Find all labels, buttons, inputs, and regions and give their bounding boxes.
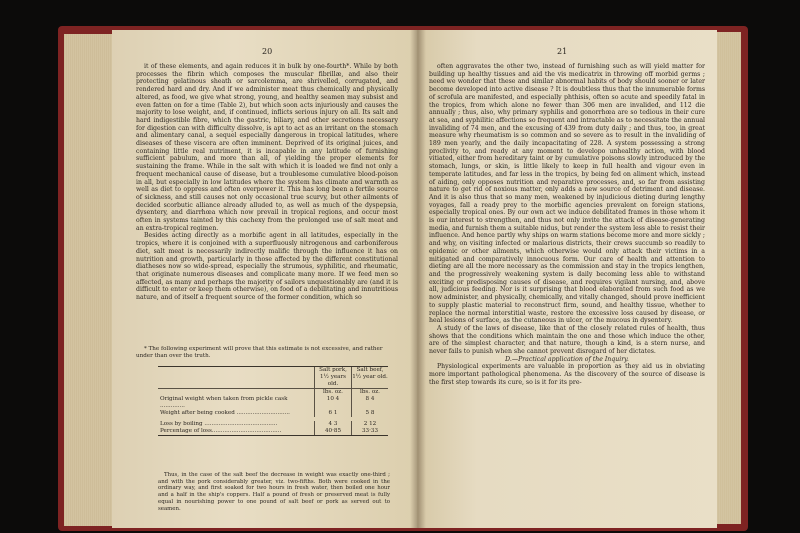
right-page-edges [715, 32, 741, 524]
table-header-row [158, 367, 388, 389]
page-number-right: 21 [557, 47, 568, 56]
table-row: Weight after being cooked .............................. 6 1 5 8 [158, 410, 388, 417]
table-row: Original weight when taken from pickle cask .............. 10 4 8 4 [158, 396, 388, 410]
table-header-beef: Salt beef, 1½ year old. [351, 367, 388, 388]
table-header-blank [158, 367, 314, 388]
footnote: * The following experiment will prove that this estimate is not excessive, and rather under than over the truth. [136, 346, 383, 359]
table-row: Loss by boiling ......................................... 4 3 2 12 [158, 421, 388, 428]
left-page [112, 30, 417, 528]
paragraph: Physiological experiments are valuable in proportion as they aid us in obviating more important pathological phenomena. As the discovery of the source of disease is the first step towards its cure, so is it for its pre- [429, 363, 705, 386]
units-pork: lbs. oz. [314, 389, 351, 396]
table-units-row [158, 389, 388, 396]
paragraph: Besides acting directly as a morbific agent in all latitudes, especially in the tropics, where it is conjoined with a superfluously nitrogenous and carboniferous diet, salt meat is necessarily indirectly malific through the influence it has on nutrition and growth, particularly in those affected by the different constitutional diatheses now so wide-spread, especially the strumous, syphilitic, and rheumatic, that originate numerous diseases and complicate many more. If we feed men so affected, as many and perhaps the majority of sailors unquestionably are (and it is difficult to enter or keep them otherwise), on food of a debilitating and innutritious nature, and of itself a frequent source of the former condition, which so [136, 232, 398, 302]
units-beef: lbs. oz. [351, 389, 388, 396]
right-page [417, 30, 717, 528]
page-number-left: 20 [262, 47, 273, 56]
right-page-body [429, 63, 705, 387]
book-gutter [410, 30, 426, 528]
paragraph: often aggravates the other two, instead of furnishing such as will yield matter for building up healthy tissues and aid the vis medicatrix in throwing off morbid germs ; need we wonder that these and similar abnormal habits of body should sooner or later become developed into active disease ? It is doubtless thus that the innumerable forms of scrofula are manifested, and especially phthisis, often so acute and speedily fatal in the tropics, from which alone no fewer than 306 men are invalided, and 112 die annually ; thus, also, why primary syphilis and gonorrhœa are so tedious in their cure at sea, and syphilitic affections so frequent and intractable as to necessitate the annual invaliding of 74 men, and the excusing of 439 from duty daily ; and thus, too, in great measure why rheumatism is so common and so severe as to result in the invaliding of 189 men yearly, and the daily incapacitating of 228. A system possessing a strong proclivity to, and ready at any moment to developo unhealthy action, with blood vitiated, either from hereditary taint or by cumulative poisons slowly introduced by the stomach, lungs, or skin, is little likely to keep in full health and vigour even in temperate latitudes, and far less in the tropics, by being fed on aliment which, instead of aiding, only opposes nutrition and reparative processes, and, so far from assisting nature to get rid of noxious matter, only adds a new source of detriment and disease. And it is also thus that so many men, weakened by injudicious dieting during lengthy voyages, fall a ready prey to the morbific agencies prevalent on foreign stations, especially tropical ones. By our own act we induce debilitated frames in those whom it is our interest to strengthen, and thus not only invite the attack of disease-generating media, and furnish them a suitable nidus, but render the system less able to resist their influence. And hence partly why ships on warm stations become more and more sickly ; and why, on visiting infected or malarious districts, their crews succumb so readily to epidemic or other ailments, which otherwise would only attack their victims in a mitigated and comparatively innocuous form. Our care of health and attention to dieting are all the more necessary as the commission and stay in the tropics lengthen, and the progressively weakening system is daily becoming less able to withstand exciting or predisposing causes of disease, and requires vigilant nursing, and, above all, judicious feeding. Nor is it surprising that blood elaborated from such food as we now administer, and physically, chemically, and vitally changed, should prove inefficient to supply plastic material to reconstruct firm, sound, and healthy tissue, whether to replace the normal interstitial waste, restore the excessive loss caused by disease, or heal lesions of surface, as the cutaneous in ulcer, or the mucous in dysentery. [429, 63, 705, 325]
table-note: Thus, in the case of the salt beef the decrease in weight was exactly one-third ; and with the pork considerably greater, viz. two-fifths. Both were cooked in the ordinary way, and first soaked for two hours in fresh water, then boiled one hour and a half in the ship's coppers. Half a pound of fresh or preserved meat is fully equal in nourishing power to one pound of salt beef or pork as served out to seamen. [158, 472, 390, 512]
left-page-body [136, 63, 398, 302]
paragraph: it of these elements, and again reduces it in bulk by one-fourth*. While by both processes the fibrin which composes the muscular fibrillæ, and also their protecting gelatinous sheath or sarcolemma, are shrivelled, corrugated, and rendered hard and dry. And if we administer meat thus chemically and physically altered, as food, we give what strong, young, and healthy seamen may subsist and even fatten on for a time (Table 2), but which soon acts injuriously and causes the majority to lose weight, and, if continued, inflicts serious injury on all. Its salt and hard indigestible fibre, which the gastric, biliary, and other secretions necessary for digestion can with difficulty dissolve, is apt to act as an irritant on the stomach and alimentary canal, a sequel especially dangerous in tropical latitudes, where diseases of these viscera are often imminent. Deprived of its original juices, and containing little real nutriment, it is incapable in any latitude of furnishing sufficient pabulum, and more than all, of yielding the proper elements for sustaining the frame. While in the salt with which it is loaded we find not only a frequent mechanical cause of disease, but a troublesome cumulative blood-poison in all, but especially in low latitudes where the system has climate and warmth as well as diet to oppress and often overpower it. This has long been a fertile source of sickness, and still causes not only occasional true scurvy, but other ailments of decided scorbutic alliance already alluded to, as well as much of the dyspepsia, dysentery, and diarrhœa which now prevail in tropical regions, and occur most often in systems tainted by this cachexy from the prolonged use of salt meat and an extra-tropical regimen. [136, 63, 398, 232]
weight-loss-table [158, 366, 388, 436]
table-row: Percentage of loss....................................... 40·85 33·33 [158, 428, 388, 435]
table-header-pork: Salt pork, 1½ years old. [314, 367, 351, 388]
section-heading: D.—Practical application of the Inquiry. [505, 355, 629, 363]
paragraph: A study of the laws of disease, like that of the closely related rules of health, thus shows that the conditions which maintain the one and those which induce the other, are of the simplest character, and that nature, though a kind, is a stern nurse, and never fails to punish when she cannot prevent disregard of her dictates. [429, 324, 705, 356]
